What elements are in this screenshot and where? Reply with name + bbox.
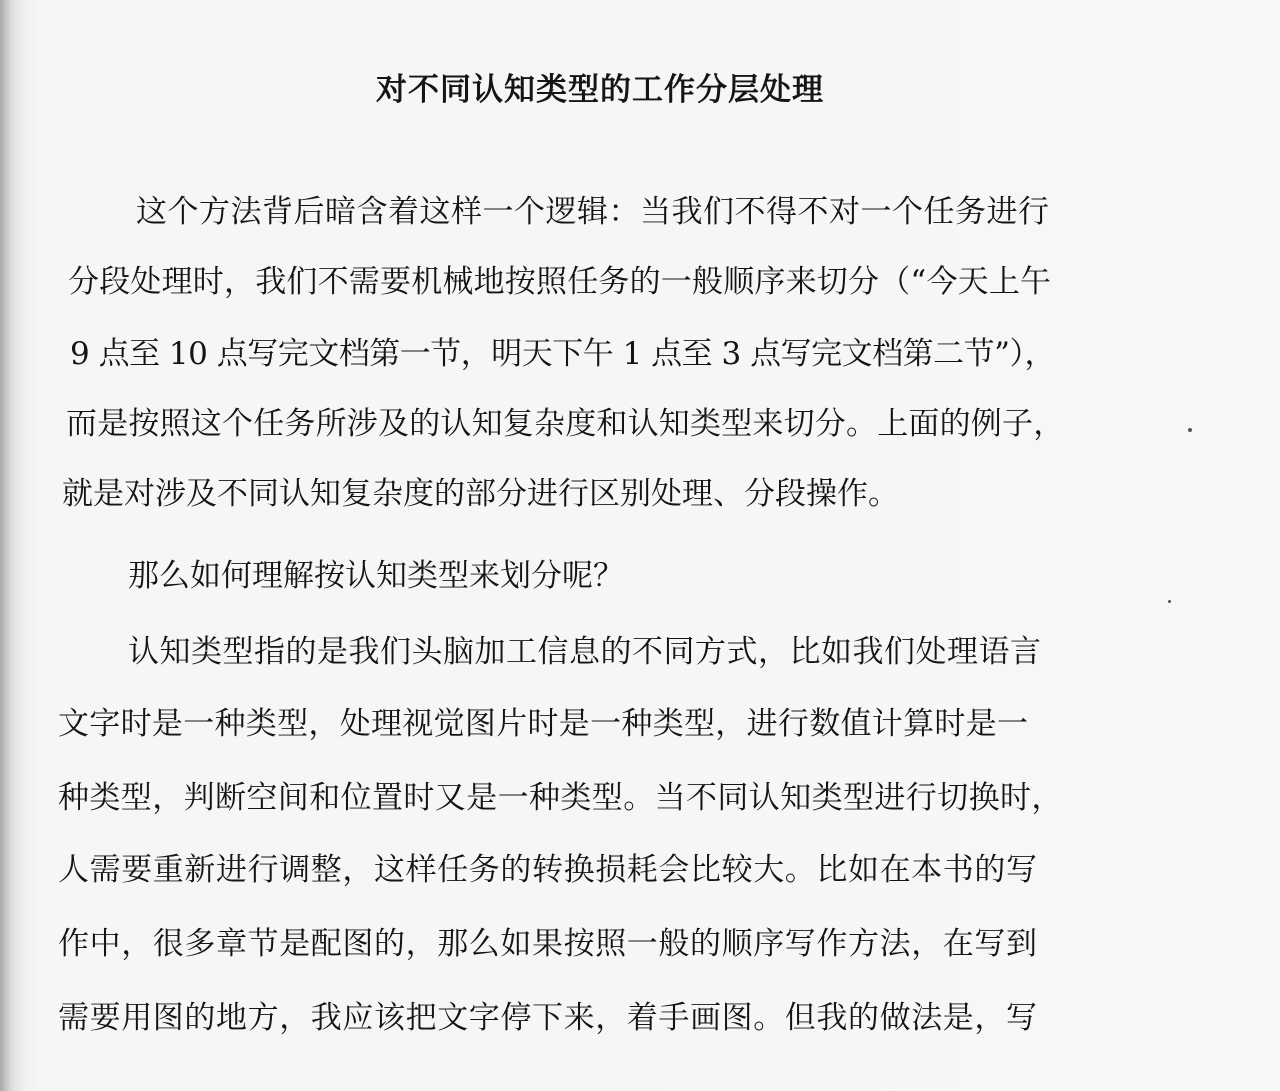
text-line: 分段处理时，我们不需要机械地按照任务的一般顺序来切分（“今天上午 (68, 264, 1052, 300)
text-line: 文字时是一种类型，处理视觉图片时是一种类型，进行数值计算时是一 (58, 706, 1029, 742)
text-line: 9 点至 10 点写完文档第一节，明天下午 1 点至 3 点写完文档第二节”）， (70, 336, 1055, 372)
spine-shadow (0, 0, 24, 1091)
section-title: 对不同认知类型的工作分层处理 (376, 72, 824, 108)
text-line: 这个方法背后暗含着这样一个逻辑：当我们不得不对一个任务进行 (136, 194, 1050, 230)
text-line: 人需要重新进行调整，这样任务的转换损耗会比较大。比如在本书的写 (58, 852, 1038, 888)
paper-speck (1168, 600, 1171, 603)
text-line: 作中，很多章节是配图的，那么如果按照一般的顺序写作方法，在写到 (58, 926, 1038, 962)
text-line: 认知类型指的是我们头脑加工信息的不同方式，比如我们处理语言 (128, 634, 1042, 670)
text-line: 那么如何理解按认知类型来划分呢？ (128, 558, 624, 594)
text-line: 而是按照这个任务所涉及的认知复杂度和认知类型来切分。上面的例子， (66, 406, 1065, 442)
text-line: 种类型，判断空间和位置时又是一种类型。当不同认知类型进行切换时， (58, 780, 1063, 816)
text-line: 需要用图的地方，我应该把文字停下来，着手画图。但我的做法是，写 (58, 1000, 1038, 1036)
text-line: 就是对涉及不同认知复杂度的部分进行区别处理、分段操作。 (62, 476, 899, 512)
paper-speck (1188, 428, 1192, 432)
